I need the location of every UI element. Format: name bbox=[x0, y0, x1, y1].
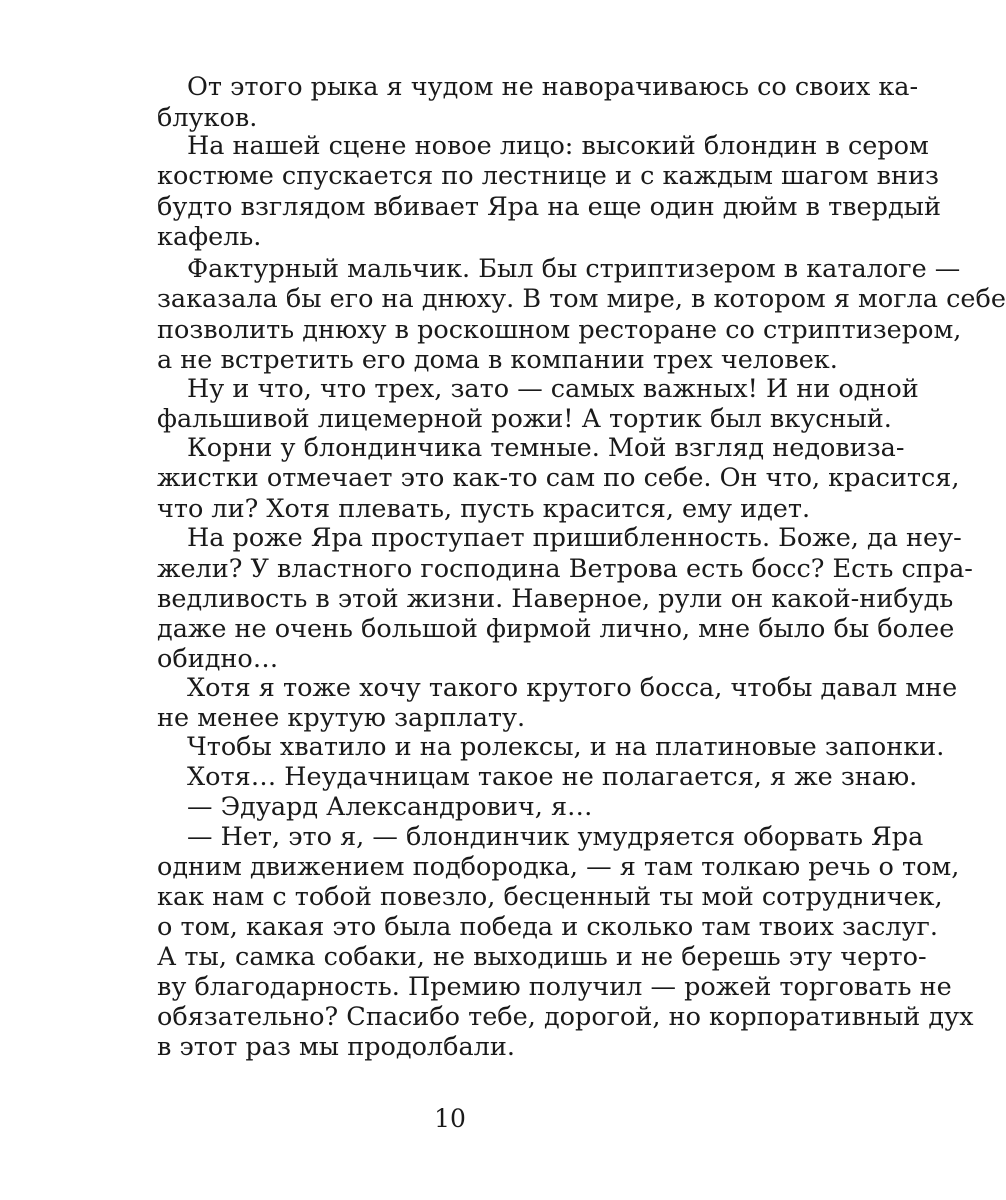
text-line: как нам с тобой повезло, бесценный ты мой сотрудничек, bbox=[157, 882, 943, 912]
text-line: одним движением подбородка, — я там толкаю речь о том, bbox=[157, 852, 960, 882]
text-line: будто взглядом вбивает Яра на еще один дюйм в твердый bbox=[157, 192, 941, 222]
text-line: в этот раз мы продолбали. bbox=[157, 1032, 515, 1062]
text-line: даже не очень большой фирмой лично, мне было бы более bbox=[157, 614, 955, 644]
text-line: Корни у блондинчика темные. Мой взгляд недовиза- bbox=[187, 433, 905, 463]
text-line: ведливость в этой жизни. Наверное, рули он какой-нибудь bbox=[157, 584, 954, 614]
text-line: не менее крутую зарплату. bbox=[157, 703, 526, 733]
text-line: что ли? Хотя плевать, пусть красится, ему идет. bbox=[157, 494, 811, 524]
text-line: Фактурный мальчик. Был бы стриптизером в каталоге — bbox=[187, 254, 961, 284]
text-line: — Нет, это я, — блондинчик умудряется оборвать Яра bbox=[187, 822, 924, 852]
text-line: кафель. bbox=[157, 222, 262, 252]
text-line: Чтобы хватило и на ролексы, и на платиновые запонки. bbox=[187, 732, 945, 762]
text-line: Хотя… Неудачницам такое не полагается, я же знаю. bbox=[187, 762, 918, 792]
text-line: — Эдуард Александрович, я… bbox=[187, 792, 593, 822]
text-line: позволить днюху в роскошном ресторане со стриптизером, bbox=[157, 315, 962, 345]
text-line: А ты, самка собаки, не выходишь и не берешь эту черто- bbox=[157, 942, 927, 972]
text-line: жистки отмечает это как-то сам по себе. Он что, красится, bbox=[157, 463, 960, 493]
text-line: ву благодарность. Премию получил — рожей торговать не bbox=[157, 972, 952, 1002]
text-line: обязательно? Спасибо тебе, дорогой, но корпоративный дух bbox=[157, 1002, 974, 1032]
text-line: костюме спускается по лестнице и с каждым шагом вниз bbox=[157, 161, 939, 191]
text-line: а не встретить его дома в компании трех человек. bbox=[157, 345, 838, 375]
text-line: На роже Яра проступает пришибленность. Боже, да неу- bbox=[187, 523, 962, 553]
text-line: Хотя я тоже хочу такого крутого босса, чтобы давал мне bbox=[187, 673, 958, 703]
text-line: фальшивой лицемерной рожи! А тортик был вкусный. bbox=[157, 404, 892, 434]
text-line: От этого рыка я чудом не наворачиваюсь со своих ка- bbox=[187, 72, 919, 102]
text-line: обидно… bbox=[157, 644, 279, 674]
text-line: Ну и что, что трех, зато — самых важных! И ни одной bbox=[187, 374, 919, 404]
text-line: о том, какая это была победа и сколько там твоих заслуг. bbox=[157, 912, 938, 942]
text-line: жели? У властного господина Ветрова есть босс? Есть спра- bbox=[157, 554, 973, 584]
text-line: заказала бы его на днюху. В том мире, в котором я могла себе bbox=[157, 284, 1006, 314]
page-number: 10 bbox=[434, 1104, 466, 1133]
text-line: блуков. bbox=[157, 103, 258, 133]
text-line: На нашей сцене новое лицо: высокий блондин в сером bbox=[187, 131, 929, 161]
